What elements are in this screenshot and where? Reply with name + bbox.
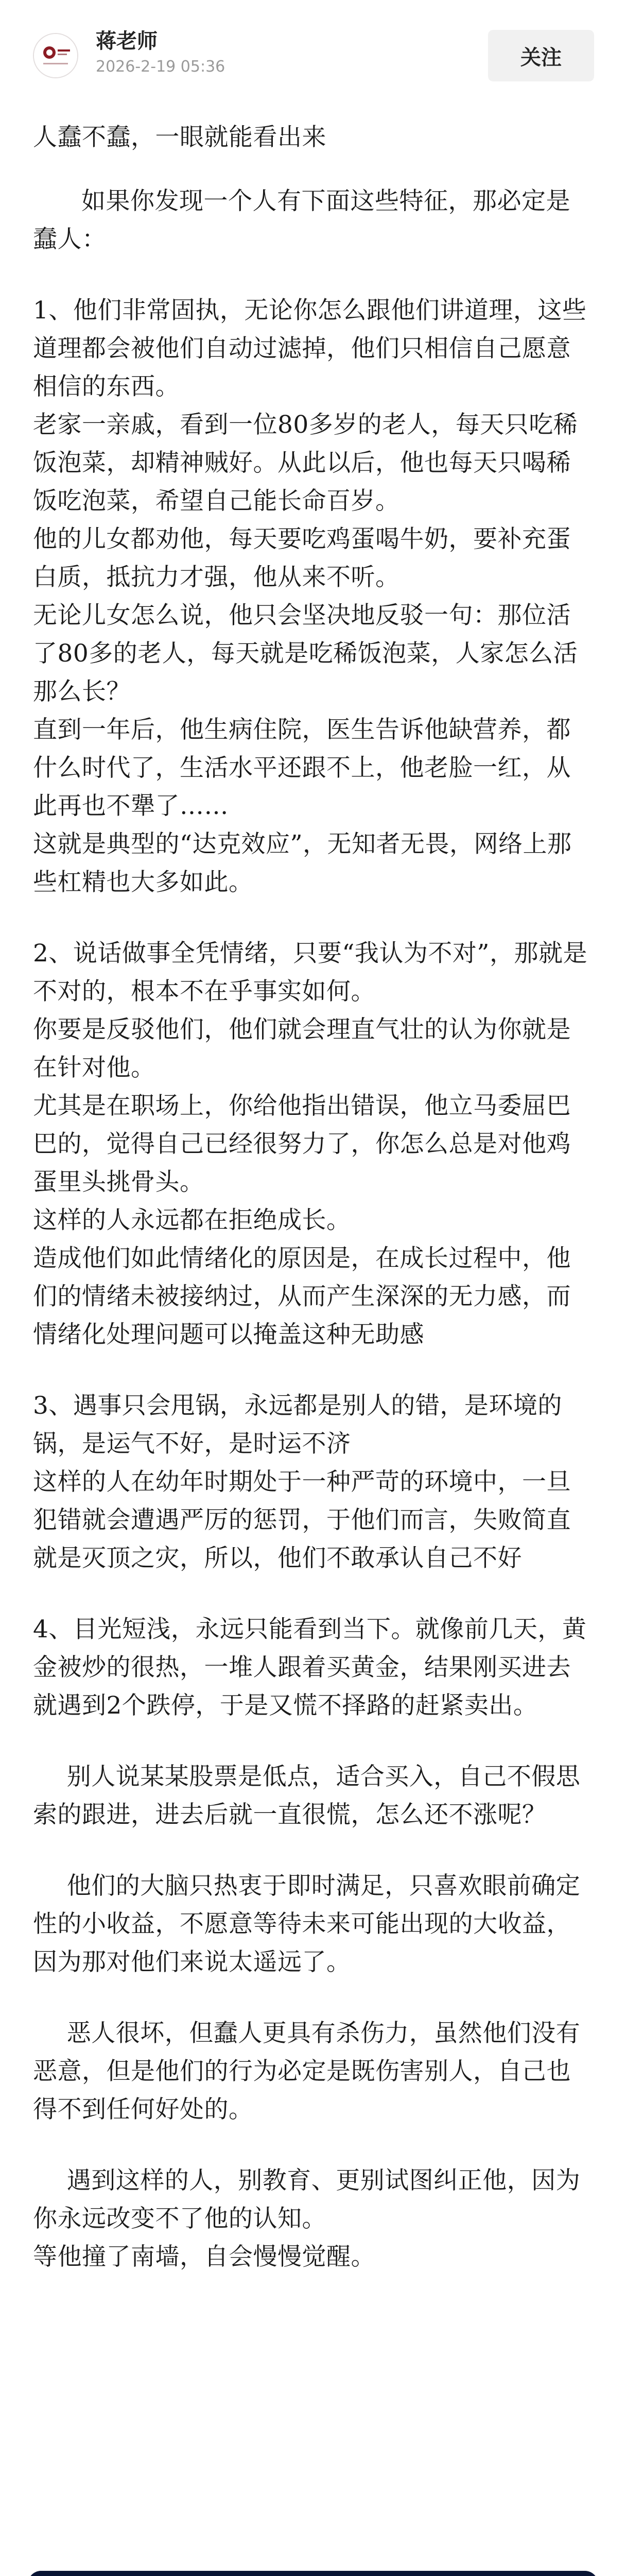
paragraph: 造成他们如此情绪化的原因是，在成长过程中，他们的情绪未被接纳过，从而产生深深的无力感，而情绪化处理问题可以掩盖这种无助感 (33, 1244, 571, 1349)
author-name[interactable]: 蒋老师 (96, 29, 158, 53)
paragraph: 这就是典型的“达克效应”，无知者无畏，网络上那些杠精也大多如此。 (33, 830, 572, 896)
avatar[interactable] (33, 33, 78, 78)
article-body (33, 118, 594, 2276)
paragraph: 4、目光短浅，永远只能看到当下。就像前几天，黄金被炒的很热，一堆人跟着买黄金，结果刚买进去就遇到2个跌停，于是又慌不择路的赶紧卖出。 (33, 1615, 587, 1720)
article-title: 人蠢不蠢，一眼就能看出来 (33, 123, 326, 151)
paragraph: 2、说话做事全凭情绪，只要“我认为不对”，那就是不对的，根本不在乎事实如何。 (33, 939, 587, 1006)
paragraph: 别人说某某股票是低点，适合买入，自己不假思索的跟进，进去后就一直很慌，怎么还不涨呢？ (33, 1762, 581, 1829)
paragraph: 他们的大脑只热衷于即时满足，只喜欢眼前确定性的小收益，不愿意等待未来可能出现的大收益，因为那对他们来说太遥远了。 (33, 1872, 581, 1976)
paragraph: 这样的人永远都在拒绝成长。 (33, 1206, 351, 1234)
paragraph: 这样的人在幼年时期处于一种严苛的环境中，一旦犯错就会遭遇严厉的惩罚，于他们而言，失败简直就是灭顶之灾，所以，他们不敢承认自己不好 (33, 1468, 571, 1572)
paragraph: 等他撞了南墙，自会慢慢觉醒。 (33, 2243, 375, 2271)
paragraph: 他的儿女都劝他，每天要吃鸡蛋喝牛奶，要补充蛋白质，抵抗力才强，他从来不听。 (33, 525, 571, 591)
article-intro: 如果你发现一个人有下面这些特征，那必定是蠢人： (33, 187, 570, 253)
avatar-logo-icon (34, 34, 77, 77)
post-timestamp: 2026-2-19 05:36 (96, 58, 225, 76)
paragraph: 3、遇事只会甩锅，永远都是别人的错，是环境的锅，是运气不好，是时运不济 (33, 1392, 562, 1458)
paragraph: 恶人很坏，但蠢人更具有杀伤力，虽然他们没有恶意，但是他们的行为必定是既伤害别人，自己也得不到任何好处的。 (33, 2019, 581, 2124)
paragraph: 遇到这样的人，别教育、更别试图纠正他，因为你永远改变不了他的认知。 (33, 2166, 581, 2233)
paragraph: 直到一年后，他生病住院，医生告诉他缺营养，都什么时代了，生活水平还跟不上，他老脸一红，从此再也不犟了…… (33, 716, 571, 820)
paragraph: 1、他们非常固执，无论你怎么跟他们讲道理，这些道理都会被他们自动过滤掉，他们只相信自己愿意相信的东西。 (33, 296, 587, 401)
paragraph: 老家一亲戚，看到一位80多岁的老人，每天只吃稀饭泡菜，却精神贼好。从此以后，他也每天只喝稀饭吃泡菜，希望自己能长命百岁。 (33, 411, 578, 515)
post-header (0, 0, 626, 108)
paragraph: 尤其是在职场上，你给他指出错误，他立马委屈巴巴的，觉得自己已经很努力了，你怎么总是对他鸡蛋里头挑骨头。 (33, 1092, 571, 1196)
follow-button[interactable]: 关注 (488, 30, 594, 81)
paragraph: 无论儿女怎么说，他只会坚决地反驳一句：那位活了80多的老人，每天就是吃稀饭泡菜，人家怎么活那么长？ (33, 601, 578, 706)
night-scene-illustration (28, 2571, 598, 2576)
article-image[interactable] (28, 2571, 598, 2576)
paragraph: 你要是反驳他们，他们就会理直气壮的认为你就是在针对他。 (33, 1015, 571, 1082)
